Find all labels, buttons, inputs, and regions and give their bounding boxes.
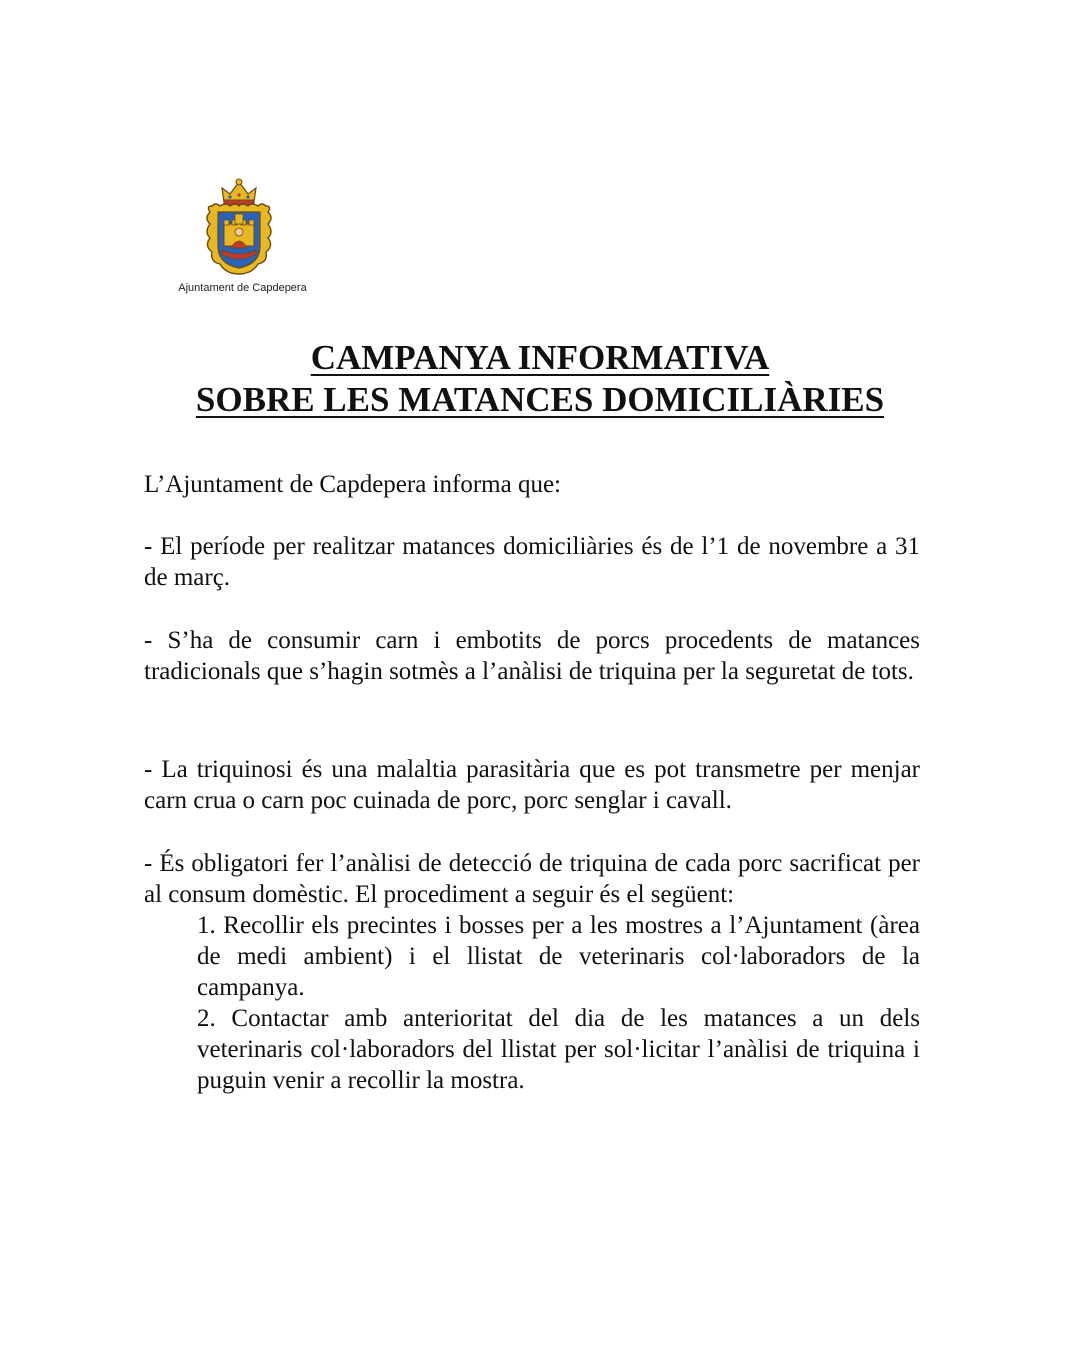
procedure-step-1: 1. Recollir els precintes i bosses per a les mostres a l’Ajuntament (àrea de medi ambient) i el llistat de veterinaris col·laboradors de la campanya. <box>197 912 920 1001</box>
paragraph-period: - El període per realitzar matances domiciliàries és de l’1 de novembre a 31 de març. <box>144 533 920 591</box>
page-title-line-2: SOBRE LES MATANCES DOMICILIÀRIES <box>195 380 885 419</box>
municipal-logo <box>160 176 320 298</box>
procedure-text: - És obligatori fer l’anàlisi de detecció de triquina de cada porc sacrificat per al consum domèstic. El procediment a seguir és el següent: <box>144 850 920 908</box>
coat-of-arms-icon <box>202 176 276 280</box>
paragraph-procedure <box>144 848 920 1096</box>
page-title-line-1: CAMPANYA INFORMATIVA <box>310 338 770 377</box>
procedure-step-2: 2. Contactar amb anterioritat del dia de les matances a un dels veterinaris col·laboradors del llistat per sol·licitar l’anàlisi de triquina i puguin venir a recollir la mostra. <box>197 1005 920 1094</box>
paragraph-consumption: - S’ha de consumir carn i embotits de porcs procedents de matances tradicionals que s’hagin sotmès a l’anàlisi de triquina per la seguretat de tots. <box>144 627 920 685</box>
logo-caption: Ajuntament de Capdepera <box>178 282 307 294</box>
intro-text: L’Ajuntament de Capdepera informa que: <box>144 471 561 498</box>
paragraph-trichinosis: - La triquinosi és una malaltia parasitària que es pot transmetre per menjar carn crua o carn poc cuinada de porc, porc senglar i cavall. <box>144 756 920 814</box>
